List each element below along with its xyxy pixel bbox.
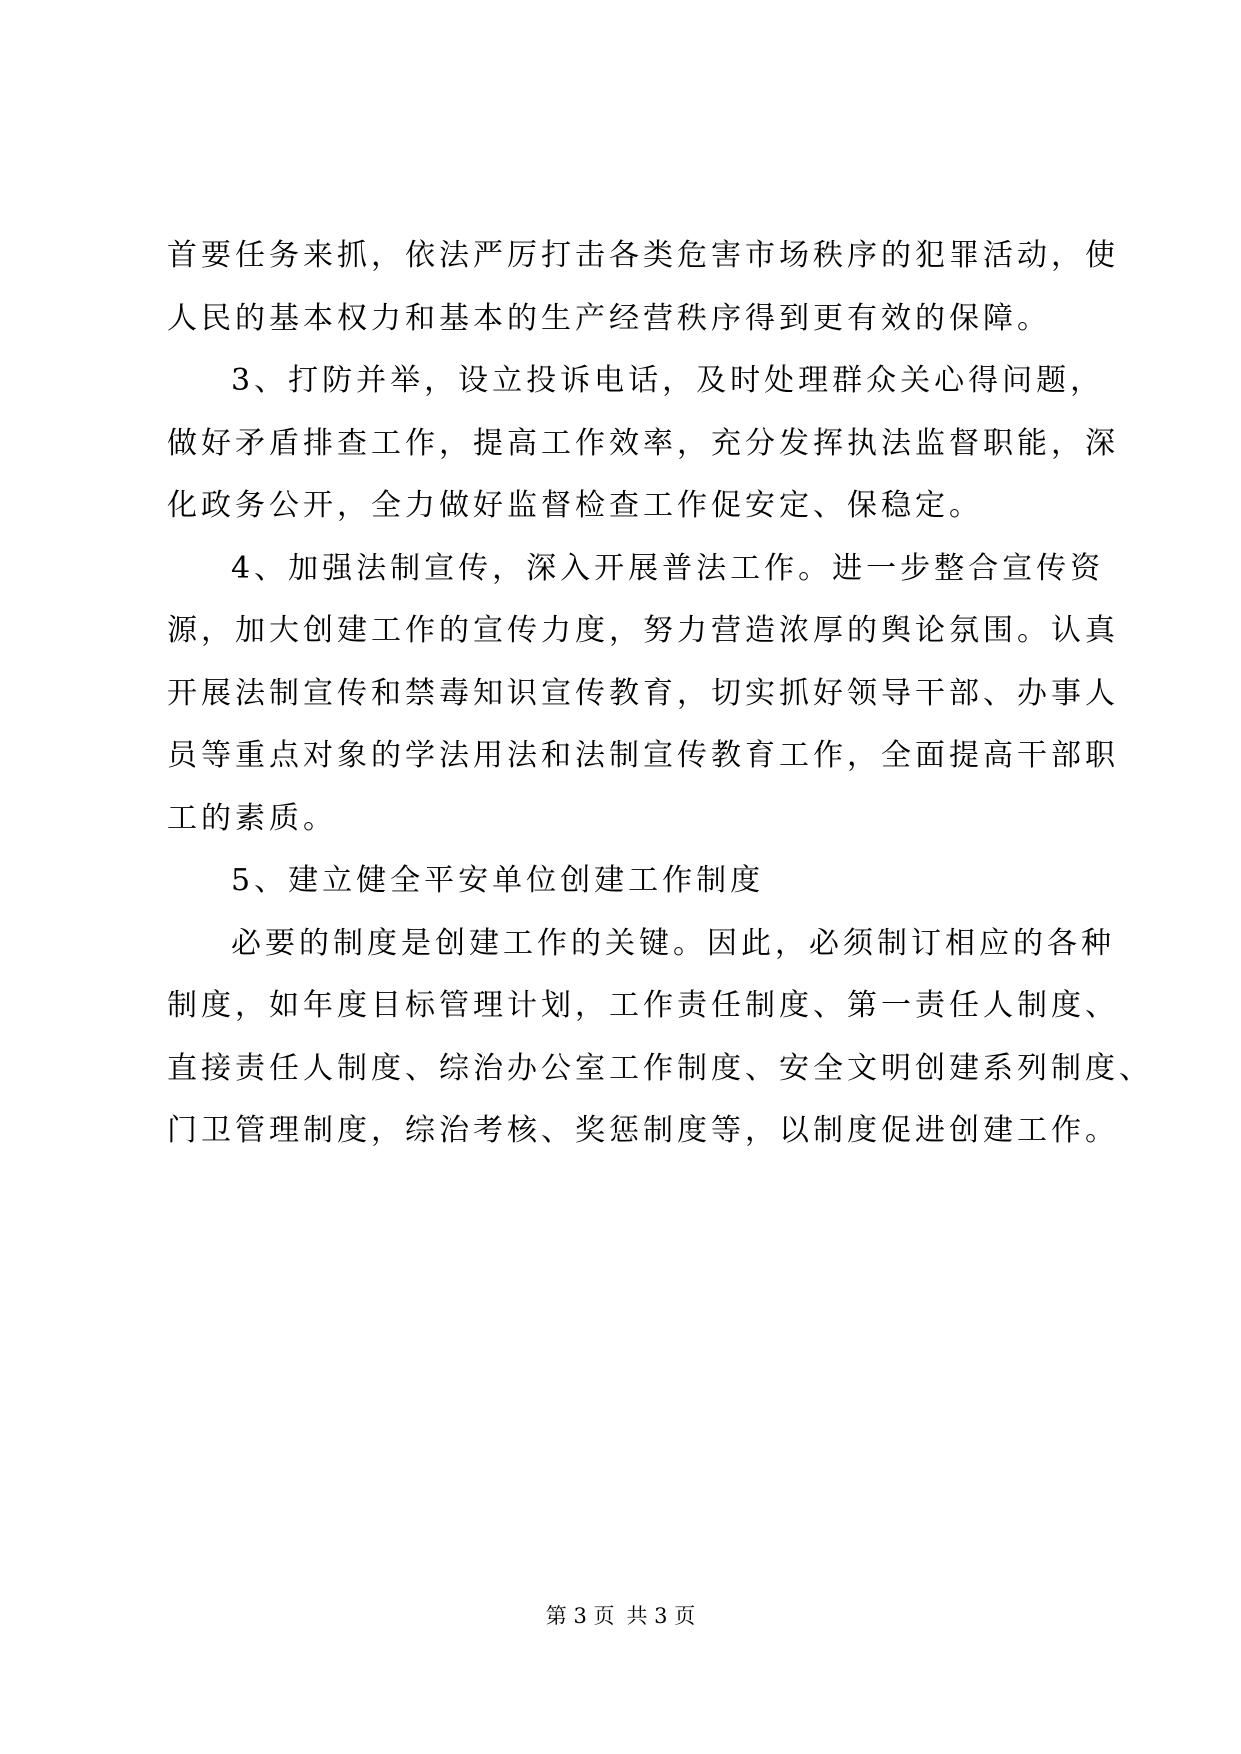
text-line: 人民的基本权力和基本的生产经营秩序得到更有效的保障。 — [167, 300, 1051, 336]
text-line: 做好矛盾排查工作，提高工作效率，充分发挥执法监督职能，深 — [167, 425, 1119, 461]
text-line: 门卫管理制度，综治考核、奖惩制度等，以制度促进创建工作。 — [167, 1113, 1119, 1148]
text-line: 化政务公开，全力做好监督检查工作促安定、保稳定。 — [167, 488, 983, 523]
text-line: 制度，如年度目标管理计划，工作责任制度、第一责任人制度、 — [167, 988, 1119, 1023]
text-line: 工的素质。 — [167, 800, 337, 836]
text-line: 员等重点对象的学法用法和法制宣传教育工作，全面提高干部职 — [167, 738, 1119, 773]
text-line: 开展法制宣传和禁毒知识宣传教育，切实抓好领导干部、办事人 — [167, 675, 1119, 711]
page-total: 共 3 页 — [626, 1604, 696, 1628]
text-line: 4、加强法制宣传，深入开展普法工作。进一步整合宣传资 — [231, 550, 1105, 586]
text-line: 3、打防并举，设立投诉电话，及时处理群众关心得问题， — [231, 363, 1105, 398]
text-line: 直接责任人制度、综治办公室工作制度、安全文明创建系列制度、 — [167, 1050, 1153, 1086]
text-line: 源，加大创建工作的宣传力度，努力营造浓厚的舆论氛围。认真 — [167, 613, 1119, 648]
text-line: 必要的制度是创建工作的关键。因此，必须制订相应的各种 — [231, 925, 1115, 961]
text-line: 5、建立健全平安单位创建工作制度 — [231, 863, 765, 898]
page-number: 第 3 页 — [545, 1604, 615, 1628]
text-line: 首要任务来抓，依法严厉打击各类危害市场秩序的犯罪活动，使 — [167, 238, 1119, 273]
page-footer — [0, 1601, 1241, 1631]
document-body — [167, 225, 1153, 1163]
